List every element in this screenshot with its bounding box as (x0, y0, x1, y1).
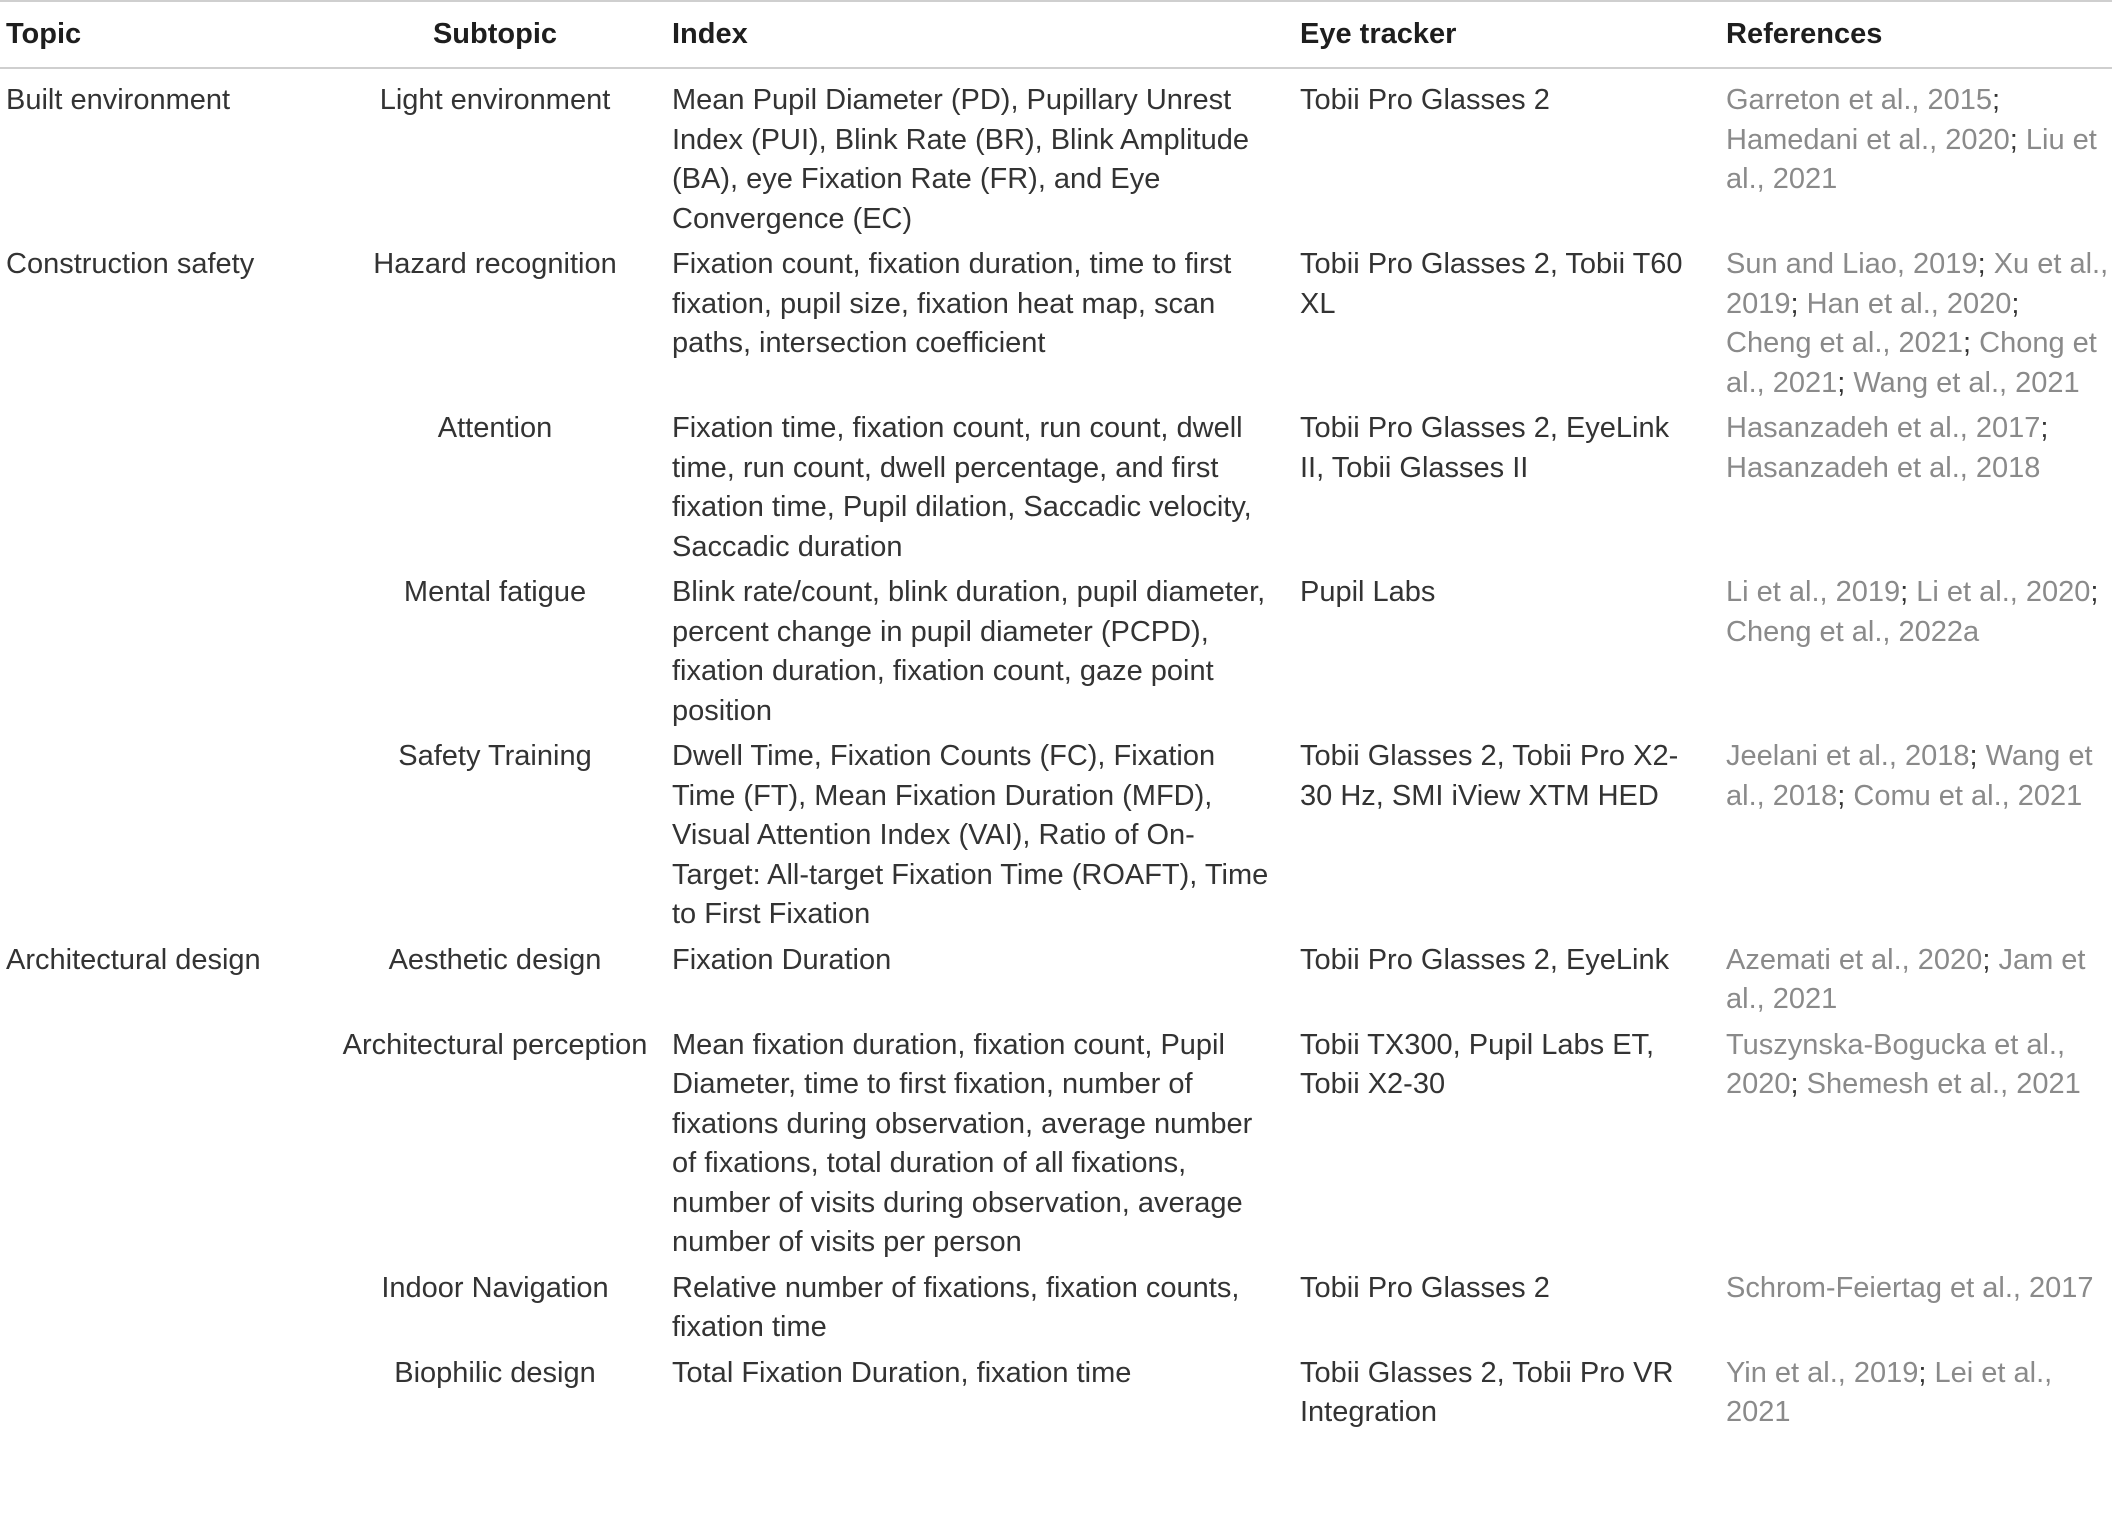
topic-cell (0, 1354, 330, 1439)
references-cell (1714, 573, 2112, 737)
reference-separator: ; (2090, 576, 2099, 608)
reference-link[interactable]: Comu et al., 2021 (1853, 779, 2083, 812)
index-cell: Mean fixation duration, fixation count, Pupil Diameter, time to first fixation, number of fixations during observation, average number of fixations, total duration of all fixations, number of visits during observation, average number of visits per person (672, 1028, 1253, 1258)
eye-tracker-cell: Tobii Pro Glasses 2, EyeLink (1300, 943, 1670, 976)
eye-tracker-cell: Tobii Pro Glasses 2, Tobii T60 XL (1300, 248, 1683, 320)
reference-separator: ; (1837, 779, 1846, 812)
topic-cell (0, 409, 330, 573)
references-cell (1714, 941, 2112, 1026)
reference-separator: ; (1992, 84, 2001, 116)
table-row (0, 409, 2112, 573)
eye-tracker-cell: Tobii TX300, Pupil Labs ET, Tobii X2-30 (1300, 1028, 1655, 1100)
reference-link[interactable]: Cheng et al., 2021 (1726, 327, 1964, 359)
table-row (0, 68, 2112, 245)
table-row (0, 737, 2112, 941)
eye-tracker-cell: Tobii Pro Glasses 2, EyeLink II, Tobii Glasses II (1300, 412, 1670, 484)
references-cell (1714, 1354, 2112, 1439)
reference-separator: ; (1918, 1356, 1927, 1389)
reference-separator: ; (1837, 366, 1846, 399)
subtopic-cell: Biophilic design (394, 1356, 596, 1389)
index-cell: Dwell Time, Fixation Counts (FC), Fixation Time (FT), Mean Fixation Duration (MFD), Visual Attention Index (VAI), Ratio of On-Target: All-target Fixation Time (ROAFT), Time to First Fixation (672, 740, 1269, 930)
reference-link[interactable]: Hasanzadeh et al., 2017 (1726, 412, 2041, 444)
subtopic-cell: Safety Training (398, 740, 592, 772)
index-cell: Relative number of fixations, fixation counts, fixation time (672, 1271, 1240, 1343)
eye-tracker-cell: Tobii Glasses 2, Tobii Pro X2-30 Hz, SMI iView XTM HED (1300, 740, 1679, 812)
reference-link[interactable]: Han et al., 2020 (1806, 287, 2012, 320)
subtopic-cell: Attention (437, 412, 553, 444)
references-cell (1714, 1269, 2112, 1354)
index-cell: Mean Pupil Diameter (PD), Pupillary Unrest Index (PUI), Blink Rate (BR), Blink Amplitude (BA), eye Fixation Rate (FR), and Eye Convergence (EC) (672, 84, 1249, 235)
reference-link[interactable]: Shemesh et al., 2021 (1806, 1068, 2081, 1100)
eye-tracker-cell: Tobii Pro Glasses 2 (1300, 1271, 1550, 1304)
table-row (0, 1354, 2112, 1439)
table-row (0, 941, 2112, 1026)
reference-separator: ; (2011, 287, 2020, 320)
eye-tracker-cell: Tobii Glasses 2, Tobii Pro VR Integration (1300, 1356, 1674, 1428)
reference-separator: ; (1969, 740, 1978, 772)
subtopic-cell: Indoor Navigation (381, 1271, 609, 1304)
references-cell (1714, 245, 2112, 409)
header-references: References (1726, 17, 1883, 50)
reference-separator: ; (1982, 943, 1991, 976)
subtopic-cell: Light environment (379, 84, 611, 116)
eye-tracker-cell: Pupil Labs (1300, 576, 1436, 608)
reference-separator: ; (2040, 412, 2049, 444)
index-cell: Fixation Duration (672, 943, 892, 976)
reference-link[interactable]: Cheng et al., 2022a (1726, 615, 1980, 648)
eye-tracker-cell: Tobii Pro Glasses 2 (1300, 84, 1550, 116)
reference-link[interactable]: Hamedani et al., 2020 (1726, 123, 2010, 156)
table-row (0, 573, 2112, 737)
index-cell: Fixation time, fixation count, run count, dwell time, run count, dwell percentage, and first fixation time, Pupil dilation, Saccadic velocity, Saccadic duration (672, 412, 1252, 563)
references-cell (1714, 409, 2112, 573)
subtopic-cell: Architectural perception (342, 1028, 648, 1061)
reference-separator: ; (1977, 248, 1986, 280)
topic-cell: Construction safety (6, 248, 255, 280)
reference-separator: ; (2009, 123, 2018, 156)
table-row (0, 1026, 2112, 1269)
reference-link[interactable]: Li et al., 2020 (1916, 576, 2091, 608)
reference-link[interactable]: Liu et al., 2021 (1726, 123, 2097, 195)
header-row (0, 1, 2112, 68)
reference-link[interactable]: Wang et al., 2021 (1853, 366, 2080, 399)
topic-cell (0, 737, 330, 941)
references-cell (1714, 1026, 2112, 1269)
reference-separator: ; (1963, 327, 1972, 359)
subtopic-cell: Aesthetic design (388, 943, 602, 976)
reference-link[interactable]: Schrom-Feiertag et al., 2017 (1726, 1271, 2094, 1304)
index-cell: Fixation count, fixation duration, time to first fixation, pupil size, fixation heat map, scan paths, intersection coefficient (672, 248, 1232, 359)
index-cell: Total Fixation Duration, fixation time (672, 1356, 1132, 1389)
topic-cell: Architectural design (6, 943, 261, 976)
table-body (0, 68, 2112, 1439)
header-index: Index (672, 17, 748, 50)
reference-separator: ; (1900, 576, 1909, 608)
references-cell (1714, 737, 2112, 941)
reference-link[interactable]: Xu et al., 2019 (1726, 248, 2109, 320)
topic-cell (0, 1026, 330, 1269)
reference-separator: ; (1790, 287, 1799, 320)
table-row (0, 1269, 2112, 1354)
reference-link[interactable]: Yin et al., 2019 (1726, 1356, 1919, 1389)
reference-link[interactable]: Chong et al., 2021 (1726, 327, 2097, 399)
reference-link[interactable]: Li et al., 2019 (1726, 576, 1901, 608)
reference-link[interactable]: Wang et al., 2018 (1726, 740, 2093, 812)
reference-link[interactable]: Hasanzadeh et al., 2018 (1726, 451, 2041, 484)
header-eye-tracker: Eye tracker (1300, 17, 1457, 50)
index-cell: Blink rate/count, blink duration, pupil diameter, percent change in pupil diameter (PCPD), fixation duration, fixation count, gaze point position (672, 576, 1266, 727)
reference-link[interactable]: Azemati et al., 2020 (1726, 943, 1983, 976)
topic-cell: Built environment (6, 84, 231, 116)
reference-link[interactable]: Jeelani et al., 2018 (1726, 740, 1970, 772)
reference-link[interactable]: Tuszynska-Bogucka et al., 2020 (1726, 1028, 2066, 1100)
header-subtopic: Subtopic (432, 17, 558, 50)
topic-cell (0, 573, 330, 737)
reference-link[interactable]: Lei et al., 2021 (1726, 1356, 2053, 1428)
references-cell (1714, 68, 2112, 245)
subtopic-cell: Hazard recognition (373, 248, 617, 280)
table-header (0, 1, 2112, 68)
reference-separator: ; (1790, 1068, 1799, 1100)
topic-cell (0, 1269, 330, 1354)
subtopic-cell: Mental fatigue (403, 576, 587, 608)
reference-link[interactable]: Sun and Liao, 2019 (1726, 248, 1978, 280)
reference-link[interactable]: Jam et al., 2021 (1726, 943, 2086, 1015)
reference-link[interactable]: Garreton et al., 2015 (1726, 84, 1992, 116)
header-topic: Topic (6, 17, 82, 50)
table-row (0, 245, 2112, 409)
